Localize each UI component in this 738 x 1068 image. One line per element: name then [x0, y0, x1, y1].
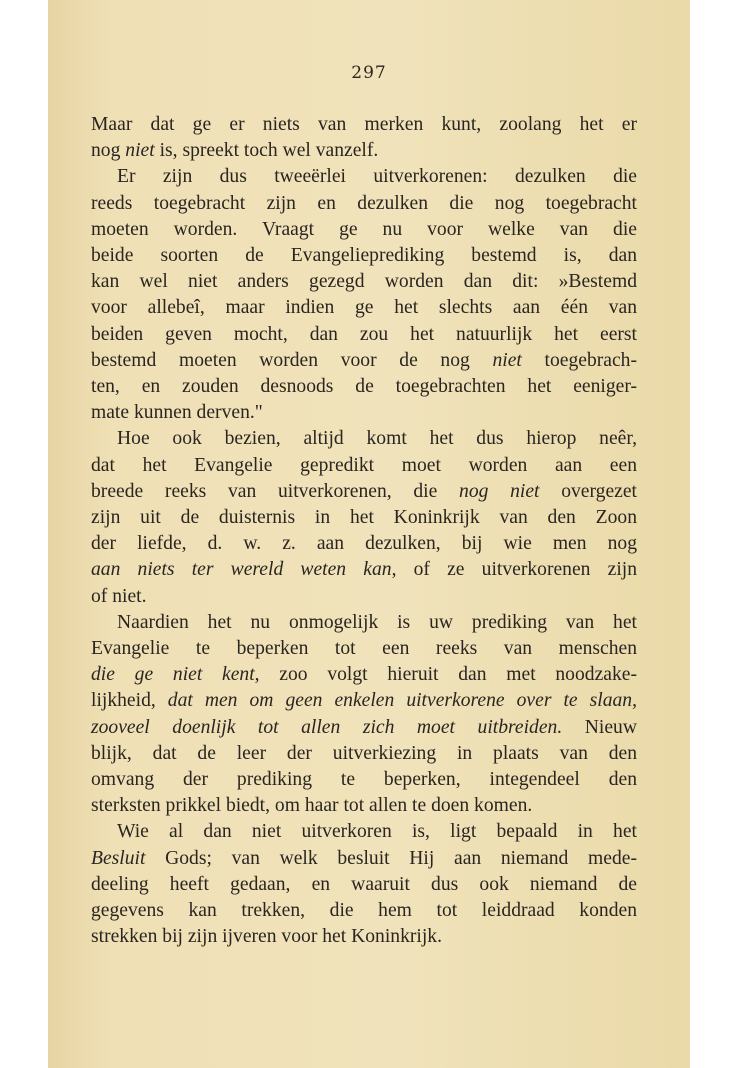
text-line: Maar dat ge er niets van merken kunt, zoolang het er — [91, 114, 637, 135]
text-line: gegevens kan trekken, die hem tot leiddraad konden — [91, 900, 637, 922]
paragraph — [91, 819, 637, 950]
text-line: of niet. — [91, 585, 147, 607]
text-line: Naardien het nu onmogelijk is uw prediking van het — [117, 611, 637, 633]
text-line: mate kunnen derven." — [91, 402, 263, 424]
text-line: aan niets ter wereld weten kan, of ze uitverkorenen zijn — [91, 559, 638, 581]
text-line: voor allebeî, maar indien ge het slechts aan één van — [91, 297, 637, 319]
text-line: die ge niet kent, zoo volgt hieruit dan met noodzake- — [91, 664, 637, 686]
text-line: sterksten prikkel biedt, om haar tot allen te doen komen. — [91, 795, 533, 817]
text-line: blijk, dat de leer der uitverkiezing in plaats van den — [91, 742, 637, 764]
text-line: zooveel doenlijk tot allen zich moet uitbreiden. Nieuw — [91, 716, 637, 738]
text-line: moeten worden. Vraagt ge nu voor welke van die — [91, 218, 637, 240]
body-text — [91, 112, 637, 951]
paragraph — [91, 426, 637, 609]
text-line: Hoe ook bezien, altijd komt het dus hierop neêr, — [117, 428, 637, 450]
text-line: omvang der prediking te beperken, integendeel den — [91, 769, 637, 791]
text-line: kan wel niet anders gezegd worden dan dit: »Bestemd — [91, 271, 637, 293]
text-line: reeds toegebracht zijn en dezulken die nog toegebracht — [91, 192, 637, 214]
paragraph — [91, 164, 637, 426]
paragraph — [91, 610, 637, 820]
page-number: 297 — [351, 63, 387, 83]
book-page — [48, 0, 690, 1068]
text-line: ten, en zouden desnoods de toegebrachten het eeniger- — [91, 376, 637, 398]
text-line: bestemd moeten worden voor de nog niet toegebrach- — [91, 349, 637, 371]
text-line: deeling heeft gedaan, en waaruit dus ook niemand de — [91, 873, 637, 895]
text-line: breede reeks van uitverkorenen, die nog niet overgezet — [91, 480, 637, 502]
text-line: dat het Evangelie gepredikt moet worden aan een — [91, 454, 637, 476]
text-line: Wie al dan niet uitverkoren is, ligt bepaald in het — [117, 821, 637, 843]
text-line: Er zijn dus tweeërlei uitverkorenen: dezulken die — [117, 166, 637, 188]
text-line: Besluit Gods; van welk besluit Hij aan niemand mede- — [91, 847, 637, 869]
text-line: zijn uit de duisternis in het Koninkrijk van den Zoon — [91, 507, 637, 529]
text-line: nog niet is, spreekt toch wel vanzelf. — [91, 140, 379, 162]
text-line: Evangelie te beperken tot een reeks van menschen — [91, 638, 637, 660]
text-line: lijkheid, dat men om geen enkelen uitverkorene over te slaan, — [91, 690, 637, 712]
text-line: beide soorten de Evangelieprediking bestemd is, dan — [91, 245, 637, 267]
text-line: beiden geven mocht, dan zou het natuurlijk het eerst — [91, 323, 637, 345]
paragraph — [91, 112, 637, 164]
text-line: der liefde, d. w. z. aan dezulken, bij wie men nog — [91, 533, 637, 555]
text-line: strekken bij zijn ijveren voor het Koninkrijk. — [91, 926, 442, 948]
